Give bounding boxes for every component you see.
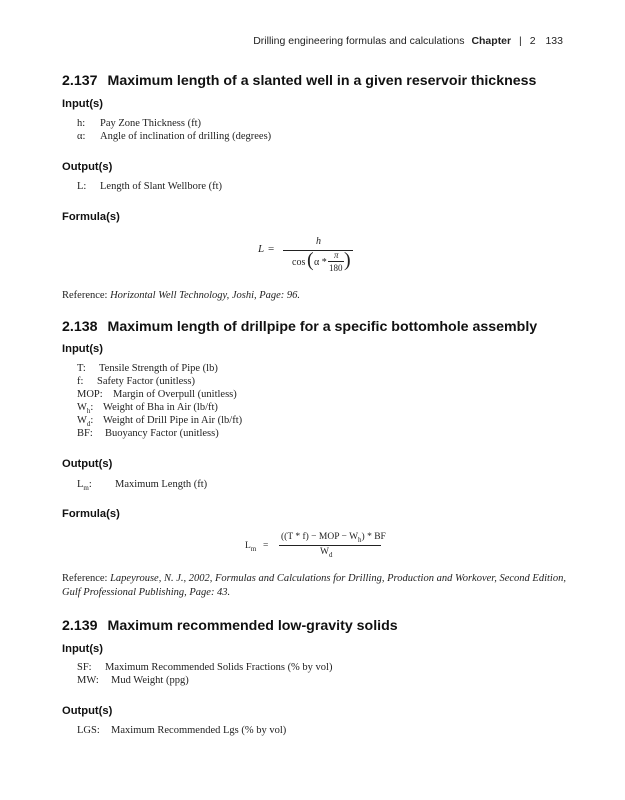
formula-heading: Formula(s) — [62, 211, 120, 223]
inputs-heading: Input(s) — [62, 343, 104, 355]
output-variable — [77, 479, 207, 492]
input-variable — [77, 389, 237, 400]
variable-symbol: MW: — [77, 675, 99, 686]
variable-description: Pay Zone Thickness (ft) — [100, 118, 201, 129]
variable-symbol: f: — [77, 376, 84, 387]
reference — [62, 290, 300, 301]
section-title-text: Maximum recommended low-gravity solids — [107, 618, 398, 634]
reference-label: Reference: — [62, 290, 108, 301]
formula-cos: cos — [292, 257, 306, 268]
reference-citation: Lapeyrouse, N. J., 2002, Formulas and Calculations for Drilling, Production and Workover, Second Edition, — [110, 573, 566, 584]
formula-lhs: $L_m$ — [245, 541, 257, 553]
input-variable — [77, 415, 242, 428]
chapter-label: Chapter — [471, 35, 512, 47]
variable-symbol: T: — [77, 363, 86, 374]
section-number: 2.139 — [62, 618, 98, 634]
running-title: Drilling engineering formulas and calculations — [253, 35, 465, 47]
page-number: 133 — [545, 35, 563, 47]
inputs-heading: Input(s) — [62, 643, 104, 655]
formula-alpha-times: α * — [314, 257, 327, 268]
variable-description: Tensile Strength of Pipe (lb) — [99, 363, 218, 374]
output-variable — [77, 181, 222, 192]
variable-subscript: m — [83, 484, 89, 493]
formula-lhs: L — [258, 243, 265, 255]
formula-numerator: h — [316, 236, 321, 247]
inputs-heading: Input(s) — [62, 98, 104, 110]
inner-fraction-bar — [328, 261, 344, 262]
variable-symbol: L: — [77, 181, 87, 192]
section-number: 2.137 — [62, 73, 98, 89]
outputs-heading: Output(s) — [62, 161, 113, 173]
variable-description: Maximum Recommended Lgs (% by vol) — [111, 725, 287, 736]
input-variable — [77, 662, 332, 673]
variable-symbol: BF: — [77, 428, 93, 439]
variable-symbol: h: — [77, 118, 86, 129]
variable-description: Maximum Recommended Solids Fractions (% by vol) — [105, 662, 333, 673]
reference — [62, 573, 566, 584]
formula-180: 180 — [329, 263, 343, 273]
section-title — [62, 73, 536, 89]
input-variable — [77, 675, 189, 686]
variable-colon: : — [90, 402, 94, 413]
variable-description: Weight of Drill Pipe in Air (lb/ft) — [103, 415, 243, 426]
variable-symbol: W — [77, 415, 87, 426]
variable-description: Length of Slant Wellbore (ft) — [100, 181, 223, 192]
variable-symbol: α: — [77, 131, 86, 142]
variable-description: Maximum Length (ft) — [115, 479, 208, 490]
variable-subscript: d — [86, 420, 91, 429]
variable-description: Safety Factor (unitless) — [97, 376, 195, 387]
fraction-bar — [283, 250, 353, 251]
input-variable — [77, 131, 271, 142]
formula-heading: Formula(s) — [62, 508, 120, 520]
input-variable — [77, 428, 219, 439]
variable-symbol: W — [77, 402, 87, 413]
reference-label: Reference: — [62, 573, 108, 584]
formula-numerator: ((T * f) − MOP − $W_h$) * BF — [281, 532, 386, 544]
section-title — [62, 618, 398, 634]
reference-continued — [62, 587, 230, 598]
formula-denominator: $W_d$ — [320, 547, 333, 559]
formula-pi: π — [334, 250, 339, 260]
variable-symbol: SF: — [77, 662, 92, 673]
variable-colon: : — [90, 415, 94, 426]
section-number: 2.138 — [62, 319, 98, 335]
right-paren: ) — [344, 249, 351, 271]
variable-subscript: h — [86, 407, 91, 416]
outputs-heading: Output(s) — [62, 705, 113, 717]
input-variable — [77, 363, 218, 374]
header-separator: | — [519, 35, 522, 47]
left-paren: ( — [307, 249, 314, 271]
running-header — [253, 35, 563, 47]
variable-symbol: L — [77, 479, 84, 490]
outputs-heading: Output(s) — [62, 458, 113, 470]
variable-description: Mud Weight (ppg) — [111, 675, 189, 686]
input-variable — [77, 402, 218, 415]
fraction-bar — [279, 545, 381, 546]
variable-description: Margin of Overpull (unitless) — [113, 389, 237, 400]
reference-citation-cont: Gulf Professional Publishing, Page: 43. — [62, 587, 231, 598]
input-variable — [77, 118, 201, 129]
variable-description: Weight of Bha in Air (lb/ft) — [103, 402, 218, 413]
output-variable — [77, 725, 286, 736]
variable-description: Angle of inclination of drilling (degrees) — [100, 131, 272, 142]
formula-equals: = — [263, 541, 269, 551]
input-variable — [77, 376, 195, 387]
chapter-number: 2 — [529, 35, 536, 47]
variable-description: Buoyancy Factor (unitless) — [105, 428, 219, 439]
formula-equals: = — [268, 243, 275, 255]
section-title-text: Maximum length of a slanted well in a given reservoir thickness — [107, 73, 537, 89]
section-title-text: Maximum length of drillpipe for a specific bottomhole assembly — [107, 319, 538, 335]
reference-citation: Horizontal Well Technology, Joshi, Page: 96. — [110, 290, 301, 301]
variable-symbol: LGS: — [77, 725, 100, 736]
variable-colon: : — [88, 479, 92, 490]
variable-symbol: MOP: — [77, 389, 103, 400]
section-title — [62, 319, 537, 335]
